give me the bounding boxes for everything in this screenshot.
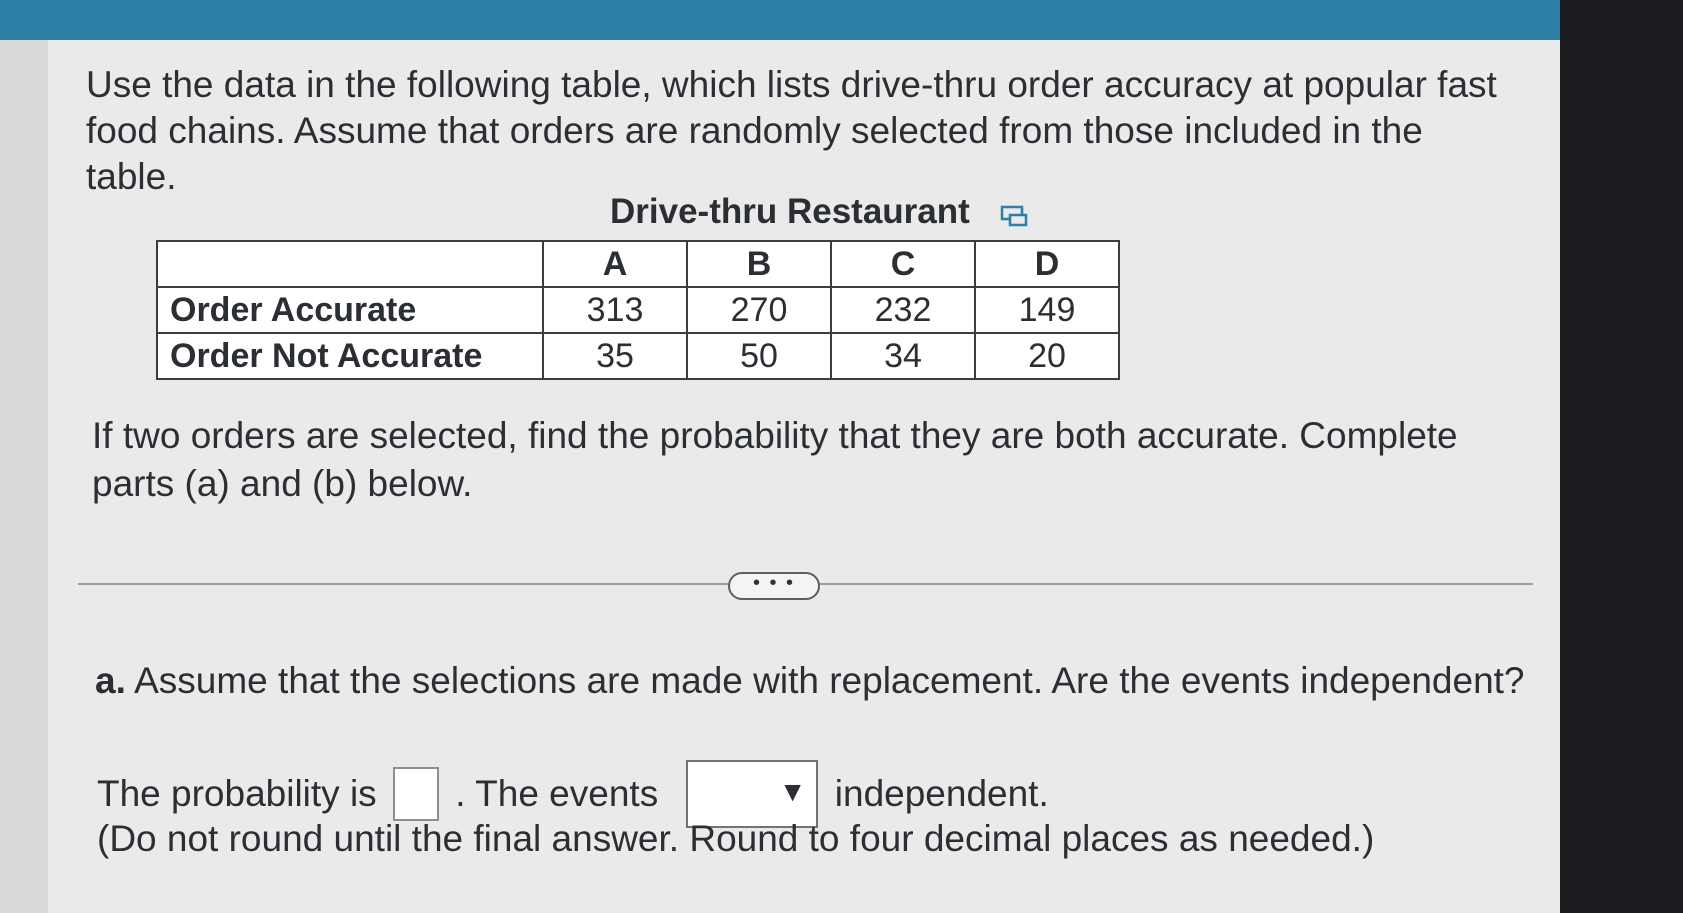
part-a-text: Assume that the selections are made with replacement. Are the events independent?	[134, 660, 1525, 701]
popout-icon[interactable]	[1000, 204, 1028, 228]
column-header: C	[831, 241, 975, 287]
column-header: A	[543, 241, 687, 287]
expand-more-button[interactable]: • • •	[728, 572, 820, 600]
table-cell: 149	[975, 287, 1119, 333]
question-text: If two orders are selected, find the probability that they are both accurate. Complete parts (a) and (b) below.	[92, 415, 1458, 504]
dark-background	[1560, 0, 1683, 913]
table-cell: 270	[687, 287, 831, 333]
rounding-note: (Do not round until the final answer. Round to four decimal places as needed.)	[97, 818, 1375, 859]
part-a-prefix: a.	[95, 660, 126, 701]
probability-label: The probability is	[97, 773, 377, 814]
table-row	[157, 287, 1119, 333]
row-label: Order Not Accurate	[157, 333, 543, 379]
probability-input[interactable]	[393, 767, 439, 821]
data-table	[156, 240, 1120, 380]
table-title: Drive-thru Restaurant	[610, 192, 970, 231]
table-cell: 232	[831, 287, 975, 333]
independent-label: independent.	[834, 773, 1049, 814]
part-a-question	[95, 660, 1525, 702]
table-row	[157, 333, 1119, 379]
column-header: B	[687, 241, 831, 287]
table-cell: 313	[543, 287, 687, 333]
events-label: . The events	[455, 773, 659, 814]
top-banner	[0, 0, 1560, 40]
table-cell: 34	[831, 333, 975, 379]
page-margin	[0, 40, 48, 913]
table-header-row	[157, 241, 1119, 287]
table-cell: 50	[687, 333, 831, 379]
column-header: D	[975, 241, 1119, 287]
intro-text: Use the data in the following table, which lists drive-thru order accuracy at popular fast food chains. Assume that orders are randomly selected from those included in the table.	[86, 64, 1497, 197]
table-cell: 20	[975, 333, 1119, 379]
row-label: Order Accurate	[157, 287, 543, 333]
table-corner-cell	[157, 241, 543, 287]
dropdown-arrow-icon: ▼	[778, 776, 807, 807]
table-cell: 35	[543, 333, 687, 379]
